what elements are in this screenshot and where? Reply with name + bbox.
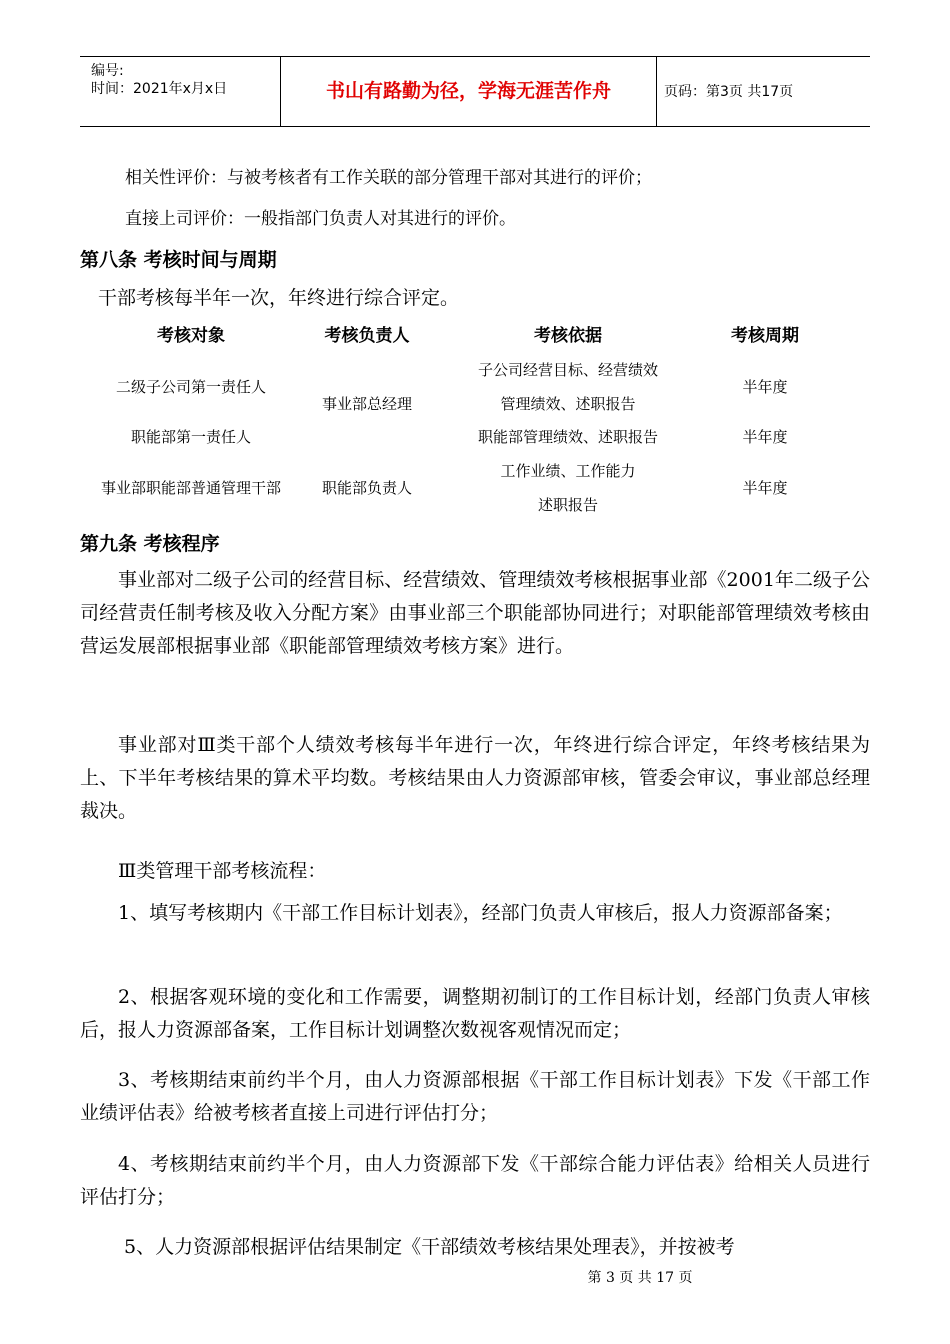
table-cell-basis: 工作业绩、工作能力 <box>500 462 636 480</box>
footer-page-number: 第 3 页 共 17 页 <box>587 1270 693 1286</box>
table-cell-period: 半年度 <box>742 378 788 396</box>
article-9-paragraph-2: 事业部对Ⅲ类干部个人绩效考核每半年进行一次，年终进行综合评定，年终考核结果为上、下半年考核结果的算术平均数。考核结果由人力资源部审核，管委会审议，事业部总经理裁决。 <box>80 734 870 822</box>
table-cell-basis: 子公司经营目标、经营绩效 <box>477 361 658 379</box>
header-motto-cell <box>280 57 657 126</box>
header-page-cell <box>656 57 870 126</box>
article-8-text: 干部考核每半年一次，年终进行综合评定。 <box>98 287 460 309</box>
table-cell-period: 半年度 <box>742 428 788 446</box>
page-footer <box>0 1268 950 1288</box>
document-time-label: 时间：2021年x月x日 <box>91 81 228 97</box>
table-cell-basis: 职能部管理绩效、述职报告 <box>477 428 658 446</box>
table-header-owner: 考核负责人 <box>324 326 410 346</box>
supervisor-evaluation: 直接上司评价：一般指部门负责人对其进行的评价。 <box>125 209 516 229</box>
table-cell-owner: 职能部负责人 <box>321 479 412 497</box>
table-header-basis: 考核依据 <box>534 326 602 346</box>
table-header-target: 考核对象 <box>157 326 225 346</box>
flow-step-1: 1、填写考核期内《干部工作目标计划表》，经部门负责人审核后，报人力资源部备案； <box>118 902 843 924</box>
flow-step-4: 4、考核期结束前约半个月，由人力资源部下发《干部综合能力评估表》给相关人员进行评估打分； <box>80 1153 870 1208</box>
header-info-cell <box>80 57 280 126</box>
table-cell-target: 职能部第一责任人 <box>130 428 251 446</box>
document-number-label: 编号: <box>91 63 124 79</box>
table-cell-basis: 述职报告 <box>537 496 598 514</box>
table-cell-target: 事业部职能部普通管理干部 <box>100 479 281 497</box>
relevance-evaluation: 相关性评价：与被考核者有工作关联的部分管理干部对其进行的评价； <box>125 168 652 188</box>
table-cell-basis: 管理绩效、述职报告 <box>500 395 636 413</box>
flow-title: Ⅲ类管理干部考核流程： <box>118 860 327 882</box>
table-cell-target: 二级子公司第一责任人 <box>115 378 266 396</box>
page-header <box>80 56 870 127</box>
header-page-info: 页码：第3页 共17页 <box>664 84 794 100</box>
flow-step-2: 2、根据客观环境的变化和工作需要，调整期初制订的工作目标计划，经部门负责人审核后，报人力资源部备案，工作目标计划调整次数视客观情况而定； <box>80 986 870 1041</box>
article-9-title: 第九条 考核程序 <box>80 533 220 555</box>
flow-step-5: 5、人力资源部根据评估结果制定《干部绩效考核结果处理表》，并按被考 <box>124 1236 735 1258</box>
table-cell-period: 半年度 <box>742 479 788 497</box>
header-motto: 书山有路勤为径，学海无涯苦作舟 <box>325 80 611 102</box>
article-8-title: 第八条 考核时间与周期 <box>80 249 277 271</box>
article-9-paragraph-1: 事业部对二级子公司的经营目标、经营绩效、管理绩效考核根据事业部《2001年二级子公司经营责任制考核及收入分配方案》由事业部三个职能部协同进行；对职能部管理绩效考核由营运发展部根据事业部《职能部管理绩效考核方案》进行。 <box>80 569 870 657</box>
table-cell-owner: 事业部总经理 <box>321 395 412 413</box>
table-header-period: 考核周期 <box>731 326 799 346</box>
flow-step-3: 3、考核期结束前约半个月，由人力资源部根据《干部工作目标计划表》下发《干部工作业绩评估表》给被考核者直接上司进行评估打分； <box>80 1069 870 1124</box>
